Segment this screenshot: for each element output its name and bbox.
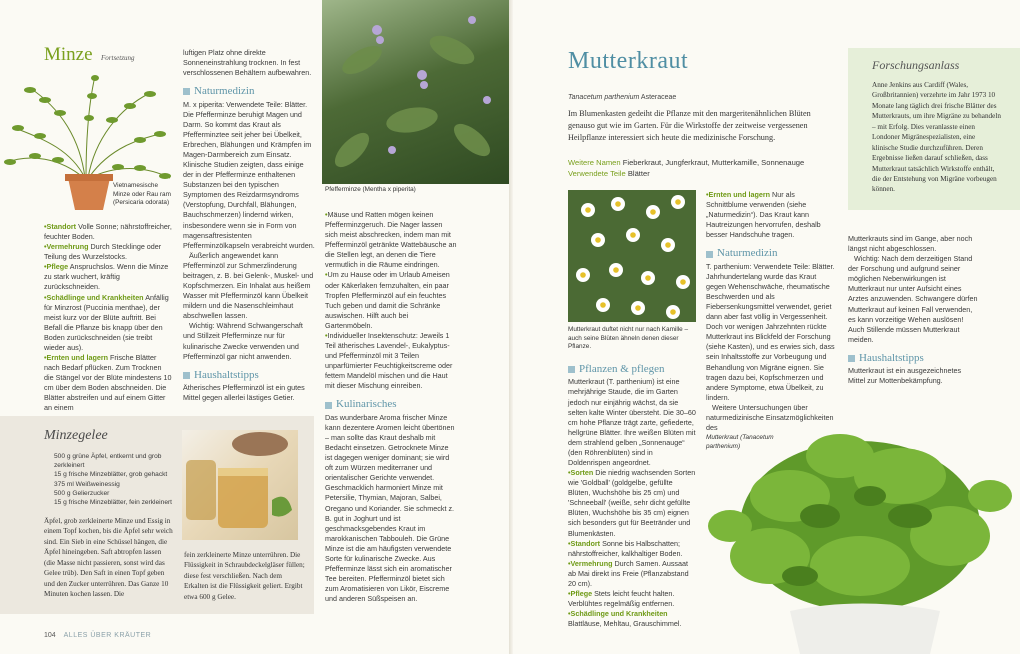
recipe-text-continued: fein zerkleinerte Minze unterrühren. Die Flüssigkeit in Schraubdeckelgläser füllen; diese fest verschließen. Nach dem Erkalten ist die Flüssigkeit geliert. Ergibt etwa 600 g Gelee.	[184, 551, 305, 601]
running-head: ALLES ÜBER KRÄUTER	[63, 632, 152, 639]
page-title-right: Mutterkraut	[568, 48, 689, 74]
kulinarisches-heading: Kulinarisches	[325, 397, 457, 412]
feverfew-caption: Mutterkraut duftet nicht nur nach Kamille – auch seine Blüten ähneln denen dieser Pflanze.	[568, 326, 689, 351]
page-title: Minze Fortsetzung	[44, 44, 135, 65]
intro-text: Im Blumenkasten gedeiht die Pflanze mit den margeritenähnlichen Blüten genauso gut wie im Garten. Für die Wirkstoffe der zeitweise vergessenen Heilpflanze interessiert sich heute die medizinische Forschung.	[568, 109, 811, 142]
jelly-photo	[182, 430, 298, 540]
page-footer	[44, 632, 151, 639]
mutterkraut-plant-caption: Mutterkraut (Tanacetum parthenium)	[706, 434, 774, 450]
page-spine	[509, 0, 513, 654]
research-title: Forschungsanlass	[872, 58, 960, 72]
haushaltstipps-heading: Haushaltstipps	[183, 368, 315, 383]
botanical-name: Tanacetum parthenium Asteraceae	[568, 94, 677, 101]
plant-caption: Vietnamesische Minze oder Rau ram (Persicaria odorata)	[113, 182, 171, 207]
pflanzen-section: Pflanzen & pflegen Mutterkraut (T. parthenium) ist eine mehrjährige Staude, die im Garten jedoch nur einjährig wächst, da sie selten kalte Winter übersteht. Die 30–60 cm hohe Pflanze trägt zarte, gefiederte, hellgrüne Blätter. Ihre weißen Blüten mit dem strahlend gelben „Sonnenauge“ (den Röhrenblüten) sind in Doldenrispen angeordnet. • Sorten Die niedrig wachsenden Sorten wie 'Goldball' (goldgelbe, gefüllte Blüten, Wuchshöhe bis 25 cm) und 'Schneeball' (weiße, sehr dicht gefüllte Blüten, Wuchshöhe bis 35 cm) eignen sich besonders gut für Beetränder und Blumenkästen. • Standort Sonne bis Halbschatten; nährstoffreicher, kalkhaltiger Boden. • Vermehrung Durch Samen. Aussaat ab Mai direkt ins Freie (Pflanzabstand 20 cm). • Pflege Stets leicht feucht halten. Verblühtes regelmäßig entfernen. • Schädlinge und Krankheiten Blattläuse, Mehltau, Grauschimmel.	[568, 362, 696, 629]
peppermint-caption: Pfefferminze (Mentha x piperita)	[325, 186, 416, 193]
recipe-text: Äpfel, grob zerkleinerte Minze und Essig in einem Topf kochen, bis die Äpfel sehr weich sind. Ein Sieb in eine Schüssel hängen, die Äpfel hineingeben. Saft abtropfen lassen (die Masse nicht passieren, sonst wird das Gelee trüb). Den Saft in einen Topf geben und den Zucker unterrühren. Das Ganze 10 Minuten kochen lassen. Die	[44, 517, 173, 599]
recipe-title: Minzegelee	[44, 428, 108, 443]
feverfew-photo	[568, 190, 696, 322]
mutterkraut-column-c: • Ernten und lagern Nur als Schnittblume verwenden (siehe „Naturmedizin“). Das Kraut kann Hautreizungen hervorrufen, deshalb besser Handschuhe tragen. Naturmedizin T. parthenium: Verwendete Teile: Blätter. Jahrhundertelang wurde das Kraut gegen Wehenschwäche, rheumatische Beschwerden und als Fiebersenkungsmittel verwendet, geriet dann aber fast völlig in Vergessenheit. Doch vor wenigen Jahrzehnten rückte Mutterkraut ins Blickfeld der Forschung (siehe Kasten), und es erwies sich, dass sein Inhaltsstoffe zur Vorbeugung und Behandlung von Migräne eignen. Sie tragen dazu bei, Kopfschmerzen und andere Symptome, etwa Übelkeit, zu lindern. Weitere Untersuchungen über naturmedizinische Einsatzmöglichkeiten des	[706, 190, 838, 433]
recipe-ingredients: 500 g grüne Äpfel, entkernt und grob zerkleinert 15 g frische Minzeblätter, grob gehackt 375 ml Weißweinessig 500 g Gelierzucker 15 g frische Minzeblätter, fein zerkleinert	[54, 453, 173, 507]
mint-column-3: • Mäuse und Ratten mögen keinen Pfefferminzgeruch. Die Nager lassen sich meist abschrecken, indem man mit Pfefferminzöl getränkte Wattebäusche an die Stellen legt, an denen die Tiere vermutlich in die Räume eindringen. • Um zu Hause oder im Urlaub Ameisen oder Käkerlaken fernzuhalten, ein paar Tropfen Pfefferminzöl auf ein feuchtes Tuch geben und damit die Schränke auswischen. Hilft auch bei Gartenmöbeln. • Individueller Insektenschutz: Jeweils 1 Teil ätherisches Lavendel-, Eukalyptus- und Pfefferminzöl mit 3 Teilen unparfümierter Feuchtigkeitscreme oder fettem Mandelöl mischen und die Haut mit dieser Mischung einreiben. Kulinarisches Das wunderbare Aroma frischer Minze kann dezentere Aromen leicht übertönen – man sollte das Kraut deshalb mit Bedacht einsetzen. Getrocknete Minze ist dagegen weniger dominant; sie wird oft zum Würzen mediterraner und orientalischer Gerichte verwendet. Geschmacklich harmoniert Minze mit Petersilie, Thymian, Majoran, Salbei, Oregano und Koriander. Sie schmeckt z. B. gut in Joghurt und ist geschmacksgebendes Kraut im marokkanischen Tabbouleh. Die Grüne Minze ist die am häufigsten verwendete Sorte für kulinarische Zwecke. Aus Pfefferminze lässt sich ein aromatischer Tee bereiten. Pfefferminzöl bietet sich zum Aromatisieren von Likör, Eiscreme und anderen Süßspeisen an.	[325, 210, 457, 604]
naturmedizin-heading-right: Naturmedizin	[706, 246, 838, 261]
mutterkraut-plant-illustration	[700, 396, 1020, 654]
peppermint-photo	[322, 0, 510, 184]
pflanzen-heading: Pflanzen & pflegen	[568, 362, 696, 377]
haushaltstipps-heading-right: Haushaltstipps	[848, 351, 978, 366]
naturmedizin-heading: Naturmedizin	[183, 84, 315, 99]
mutterkraut-column-d: Mutterkrauts sind im Gange, aber noch längst nicht abgeschlossen. Wichtig: Nach dem derzeitigen Stand der Forschung und aufgrund seiner möglichen Nebenwirkungen ist Mutterkraut nur unter Aufsicht eines Arztes anzuwenden. Schwangere dürfen Mutterkraut auf keinen Fall verwenden, es kann vorzeitige Wehen auslösen! Auch Stillende müssen Mutterkraut meiden. Haushaltstipps Mutterkraut ist ein ausgezeichnetes Mittel zur Mottenbekämpfung.	[848, 234, 978, 386]
mint-care-list: • Standort Volle Sonne; nährstoffreicher, feuchter Boden. • Vermehrung Durch Stecklinge oder Teilung des Wurzelstocks. • Pflege Anspruchslos. Wenn die Minze zu stark wuchert, kräftig zurückschneiden. • Schädlinge und Krankheiten Anfällig für Minzrost (Puccinia menthae), der meist kurz vor der Blüte auftritt. Bei Befall die Pflanze bis knapp über den Boden zurückschneiden (sie treibt wieder aus). • Ernten und lagern Frische Blätter nach Bedarf pflücken. Zum Trocknen die Stängel vor der Blüte mindestens 10 cm über dem Boden abschneiden. Die Blätter abstreifen und auf einem Gitter an einem	[44, 222, 172, 413]
page-number: 104	[44, 632, 56, 639]
meta-info: Weitere Namen Fieberkraut, Jungferkraut, Mutterkamille, Sonnenauge Verwendete Teile Blätter	[568, 158, 805, 178]
mint-column-2: luftigen Platz ohne direkte Sonneneinstrahlung trocknen. In fest verschlossenen Behältern aufbewahren. Naturmedizin M. x piperita: Verwendete Teile: Blätter. Die Pfefferminze beruhigt Magen und Darm. So kommt das Kraut als Pfefferminztee seit jeher bei Übelkeit, Erbrechen, Blähungen und Krämpfen im Magen-Darmbereich zum Einsatz. Klinische Studien zeigten, dass einige der in der Pfefferminze enthaltenen Substanzen bei den typischen Symptomen des Reizdarmsyndroms (Verstopfung, Durchfall, Blähungen, Bauchschmerzen) lindernd wirken, insbesondere wenn sie in Form von magensaftresistenten Pfefferminzölkapseln verabreicht wurden. Äußerlich angewendet kann Pfefferminzöl zur Schmerzlinderung beitragen, z. B. bei Gelenk-, Muskel- und Kopfschmerzen. Ein Inhalat aus heißem Wasser mit Pfefferminzöl kann Übelkeit mildern und die Nasenschleimhaut abschwellen lassen. Wichtig: Während Schwangerschaft und Stillzeit Pfefferminze nur für kulinarische Zwecke verwenden und Pfefferminzöl gar nicht anwenden. Haushaltstipps Ätherisches Pfefferminzöl ist ein gutes Mittel gegen allerlei lästiges Getier.	[183, 48, 315, 403]
research-text: Anne Jenkins aus Cardiff (Wales, Großbritannien) verzehrte im Jahr 1973 10 Monate lang täglich drei frische Blätter des Mutterkrauts, um ihre Migräne zu behandeln – mit Erfolg. Dies veranlasste einen Londoner Migränespezialisten, eine klinische Studie durchzuführen. Deren Ergebnisse ließen darauf schließen, dass Mutterkraut tatsächlich Wirkstoffe enthält, die der Entstehung von Migräne vorbeugen können.	[872, 81, 1001, 194]
